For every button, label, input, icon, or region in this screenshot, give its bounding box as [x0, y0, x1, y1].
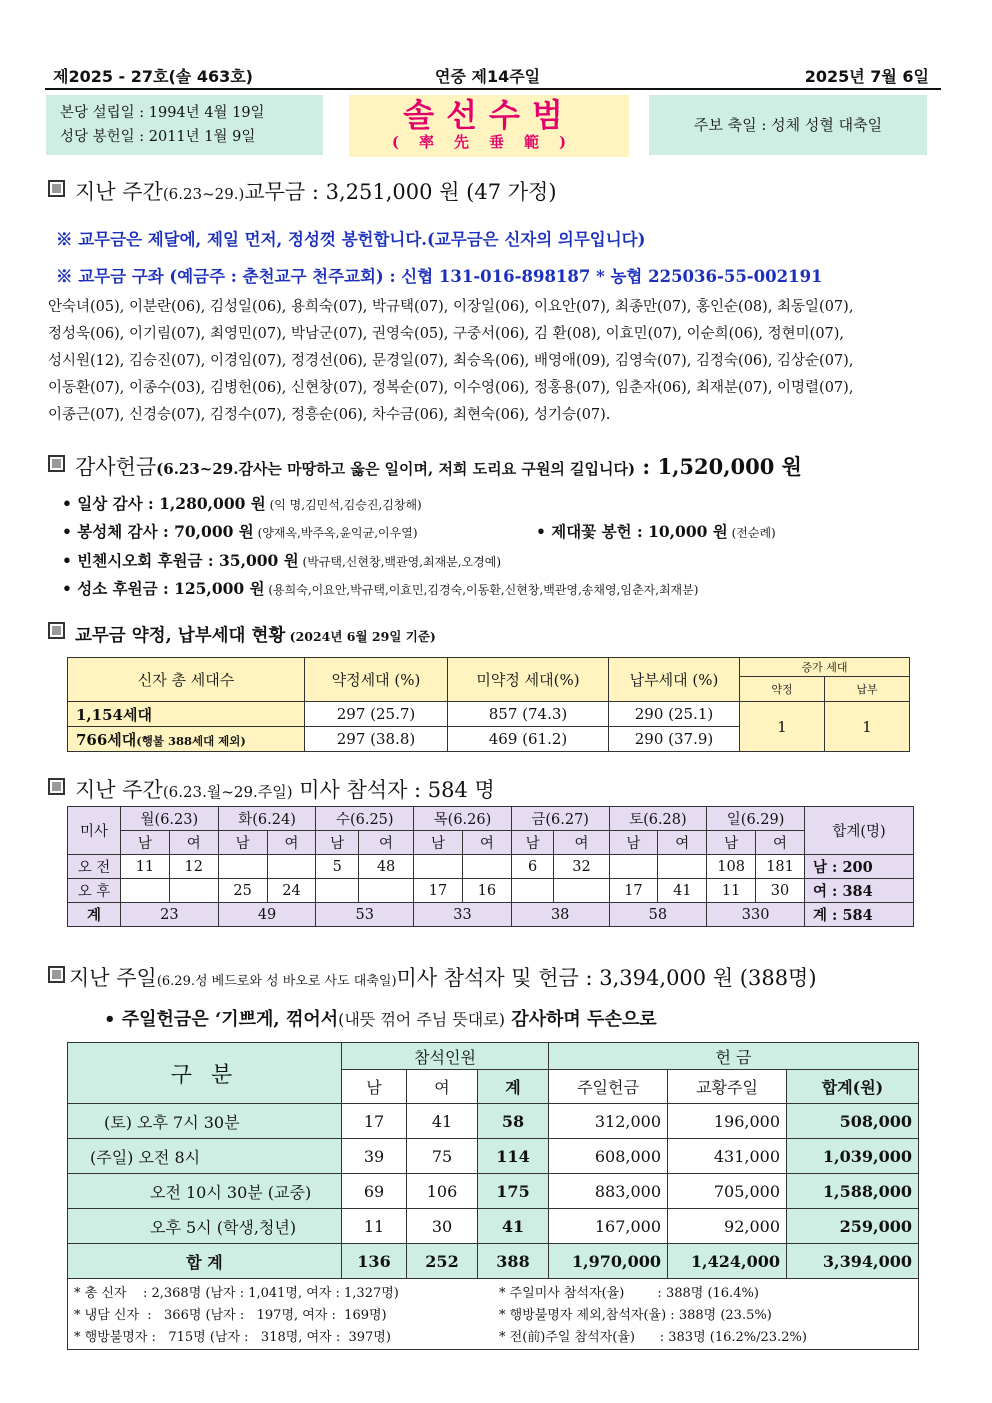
- issue-date: 2025년 7월 6일: [804, 67, 929, 86]
- row-label: 오후 5시 (학생,청년): [68, 1209, 342, 1244]
- thanks-item-flowers: • 제대꽃 봉헌 : 10,000 원 (전순례): [536, 522, 776, 541]
- thanks-item-vocation: • 성소 후원금 : 125,000 원 (용희숙,이요안,박규택,이효민,김경숙,이동환,신현창,백관영,송채영,임춘자,최재분): [62, 579, 699, 598]
- row-active-households: 766세대(행불 388세대 제외): [68, 727, 305, 752]
- day-sum: 58: [609, 903, 707, 927]
- liturgical-week: 연중 제14주일: [435, 67, 541, 86]
- gender-row: [68, 831, 914, 855]
- pope-sunday-offering: 196,000: [668, 1104, 787, 1139]
- attendance-cell: 5: [316, 855, 359, 879]
- female-label: 여: [462, 831, 511, 855]
- attendance-cell: 17: [609, 879, 658, 903]
- sunday-mass-table: [67, 1042, 919, 1350]
- female-count: 106: [407, 1174, 478, 1209]
- thanks-item-daily: • 일상 감사 : 1,280,000 원 (익 명,김민석,김승진,김창해): [62, 494, 422, 513]
- attendance-cell: [609, 855, 658, 879]
- col-not-pledged: 미약정 세대(%): [448, 658, 609, 702]
- attendance-cell: [414, 855, 463, 879]
- sunday-offering: 883,000: [549, 1174, 668, 1209]
- dues-note-1: ※ 교무금은 제달에, 제일 먼저, 정성껏 봉헌합니다.(교무금은 신자의 의무입니다): [56, 230, 646, 249]
- sum-row: [68, 903, 914, 927]
- day-sum: 53: [316, 903, 414, 927]
- dues-heading: 지난 주간(6.23~29.)교무금 : 3,251,000 원 (47 가정): [48, 176, 557, 206]
- male-label: 남: [707, 831, 756, 855]
- parish-info: [46, 95, 323, 155]
- col-increase: 증가 세대: [740, 658, 910, 677]
- attendance-cell: [218, 855, 267, 879]
- male-label: 남: [316, 831, 359, 855]
- row-label: (토) 오후 7시 30분: [68, 1104, 342, 1139]
- col-total-households: 신자 총 세대수: [68, 658, 305, 702]
- attendance-cell: 24: [267, 879, 316, 903]
- increase-paid-value: 1: [824, 702, 909, 752]
- table-row: [68, 1209, 919, 1244]
- col-division: 구 분: [68, 1043, 342, 1104]
- attendance-cell: [121, 879, 170, 903]
- dues-name-list: [48, 294, 948, 429]
- pm-label: 오 후: [68, 879, 121, 903]
- attendance-cell: 108: [707, 855, 756, 879]
- col-male: 남: [342, 1070, 407, 1104]
- pope-sunday-offering: 431,000: [668, 1139, 787, 1174]
- sum-label: 계: [68, 903, 121, 927]
- table-row: [68, 1104, 919, 1139]
- male-count: 17: [342, 1104, 407, 1139]
- col-day: 금(6.27): [511, 807, 609, 831]
- attendance-cell: [554, 879, 609, 903]
- attendance-cell: 32: [554, 855, 609, 879]
- col-increase-paid: 납부: [824, 677, 909, 702]
- am-label: 오 전: [68, 855, 121, 879]
- col-pledged: 약정세대 (%): [305, 658, 448, 702]
- col-day: 토(6.28): [609, 807, 707, 831]
- dedication-date: 성당 봉헌일 : 2011년 1월 9일: [60, 129, 256, 145]
- male-label: 남: [609, 831, 658, 855]
- founding-date: 본당 설립일 : 1994년 4월 19일: [60, 105, 265, 121]
- female-label: 여: [554, 831, 609, 855]
- row-label: (주일) 오전 8시: [68, 1139, 342, 1174]
- mass-heading: 지난 주간(6.23.월~29.주일) 미사 참석자 : 584 명: [48, 774, 495, 804]
- sum-count: 175: [478, 1174, 549, 1209]
- day-sum: 33: [414, 903, 512, 927]
- female-label: 여: [756, 831, 805, 855]
- attendance-cell: 41: [658, 879, 707, 903]
- attendance-cell: 48: [358, 855, 413, 879]
- sunday-offering: 608,000: [549, 1139, 668, 1174]
- increase-pledged-value: 1: [740, 702, 825, 752]
- total-label: 합 계: [68, 1244, 342, 1279]
- pledge-table: [67, 657, 910, 752]
- row-total: 259,000: [787, 1209, 919, 1244]
- square-bullet-icon: [48, 966, 65, 983]
- day-sum: 330: [707, 903, 805, 927]
- female-label: 여: [658, 831, 707, 855]
- square-bullet-icon: [48, 622, 65, 639]
- dues-account-note: ※ 교무금 구좌 (예금주 : 춘천교구 천주교회) : 신협 131-016-898187 * 농협 225036-55-002191: [56, 267, 823, 286]
- total-all: 계 : 584: [805, 903, 914, 927]
- row-total: 508,000: [787, 1104, 919, 1139]
- col-paid: 납부세대 (%): [609, 658, 740, 702]
- female-label: 여: [169, 831, 218, 855]
- col-day: 월(6.23): [121, 807, 219, 831]
- attendance-cell: 17: [414, 879, 463, 903]
- attendance-cell: 11: [707, 879, 756, 903]
- name-line: 정성욱(06), 이기림(07), 최영민(07), 박남군(07), 권영숙(05), 구중서(06), 김 환(08), 이효민(07), 이순희(06), 정현미(07),: [48, 326, 845, 342]
- sunday-statistics: [68, 1279, 919, 1350]
- total-row: [68, 1244, 919, 1279]
- col-pope-sunday: 교황주일: [668, 1070, 787, 1104]
- attendance-cell: [462, 855, 511, 879]
- issue-header: [45, 62, 941, 90]
- issue-number: 제2025 - 27호(솔 463호): [53, 67, 253, 86]
- sunday-offering: 312,000: [549, 1104, 668, 1139]
- total-sunday-offering: 1,970,000: [549, 1244, 668, 1279]
- weekday-mass-table: [67, 806, 914, 927]
- name-line: 안숙녀(05), 이분란(06), 김성일(06), 용희숙(07), 박규택(07), 이장일(06), 이요안(07), 최종만(07), 홍인순(08), 최동일(07),: [48, 299, 854, 315]
- day-sum: 49: [218, 903, 316, 927]
- col-mass: 미사: [68, 807, 121, 855]
- am-row: [68, 855, 914, 879]
- statistics-line: * 총 신자 : 2,368명 (남자 : 1,041명, 여자 : 1,327명) * 주일미사 참석자(율) : 388명 (16.4%): [74, 1286, 759, 1301]
- pm-row: [68, 879, 914, 903]
- male-label: 남: [218, 831, 267, 855]
- title-sub: (率先垂範): [391, 133, 587, 151]
- name-line: 성시원(12), 김승진(07), 이경임(07), 정경선(06), 문경일(07), 최승옥(06), 배영애(09), 김영숙(07), 김정숙(06), 김상순(07),: [48, 353, 854, 369]
- sum-count: 41: [478, 1209, 549, 1244]
- statistics-line: * 냉담 신자 : 366명 (남자 : 197명, 여자 : 169명) * 행방불명자 제외,참석자(율) : 388명 (23.5%): [74, 1308, 772, 1323]
- statistics-lines: [74, 1283, 918, 1349]
- sunday-offering: 167,000: [549, 1209, 668, 1244]
- col-total: 합계(명): [805, 807, 914, 855]
- square-bullet-icon: [48, 180, 65, 197]
- grand-total: 3,394,000: [787, 1244, 919, 1279]
- cell: 857 (74.3): [448, 702, 609, 727]
- sum-count: 58: [478, 1104, 549, 1139]
- attendance-cell: 181: [756, 855, 805, 879]
- female-label: 여: [358, 831, 413, 855]
- female-count: 75: [407, 1139, 478, 1174]
- total-female: 여 : 384: [805, 879, 914, 903]
- thanks-item-vincent: • 빈첸시오회 후원금 : 35,000 원 (박규택,신현창,백관영,최재분,오경예): [62, 551, 502, 570]
- row-total-households: 1,154세대: [68, 702, 305, 727]
- col-day: 수(6.25): [316, 807, 414, 831]
- square-bullet-icon: [48, 455, 65, 472]
- name-line: 이종근(07), 신경승(07), 김정수(07), 정흥순(06), 차수금(06), 최현숙(06), 성기승(07).: [48, 407, 611, 423]
- male-count: 69: [342, 1174, 407, 1209]
- male-label: 남: [511, 831, 554, 855]
- male-count: 11: [342, 1209, 407, 1244]
- attendance-cell: [169, 879, 218, 903]
- col-female: 여: [407, 1070, 478, 1104]
- sunday-heading: 지난 주일(6.29.성 베드로와 성 바오로 사도 대축일)미사 참석자 및 헌금 : 3,394,000 원 (388명): [48, 962, 817, 992]
- attendance-cell: [511, 879, 554, 903]
- table-row: [68, 1139, 919, 1174]
- square-bullet-icon: [48, 778, 65, 795]
- total-pope-sunday: 1,424,000: [668, 1244, 787, 1279]
- attendance-cell: [358, 879, 413, 903]
- cell: 290 (25.1): [609, 702, 740, 727]
- statistics-line: * 행방불명자 : 715명 (남자 : 318명, 여자 : 397명) * 전(前)주일 참석자(율) : 383명 (16.2%/23.2%): [74, 1330, 807, 1345]
- col-increase-pledged: 약정: [740, 677, 825, 702]
- feast-info: 주보 축일 : 성체 성혈 대축일: [649, 95, 927, 155]
- attendance-cell: 25: [218, 879, 267, 903]
- attendance-cell: [267, 855, 316, 879]
- row-total: 1,039,000: [787, 1139, 919, 1174]
- total-sum: 388: [478, 1244, 549, 1279]
- female-label: 여: [267, 831, 316, 855]
- cell: 297 (25.7): [305, 702, 448, 727]
- male-label: 남: [414, 831, 463, 855]
- bulletin-title: [349, 95, 629, 157]
- attendance-cell: 6: [511, 855, 554, 879]
- row-total: 1,588,000: [787, 1174, 919, 1209]
- attendance-cell: 12: [169, 855, 218, 879]
- col-day: 일(6.29): [707, 807, 805, 831]
- female-count: 41: [407, 1104, 478, 1139]
- total-male: 136: [342, 1244, 407, 1279]
- col-total-won: 합계(원): [787, 1070, 919, 1104]
- thanks-item-communion: • 봉성체 감사 : 70,000 원 (양재옥,박주옥,윤익균,이우열): [62, 522, 418, 541]
- col-sum: 계: [478, 1070, 549, 1104]
- attendance-cell: [316, 879, 359, 903]
- male-label: 남: [121, 831, 170, 855]
- cell: 290 (37.9): [609, 727, 740, 752]
- title-main: 솔선수범: [403, 96, 575, 134]
- attendance-cell: 16: [462, 879, 511, 903]
- total-female: 252: [407, 1244, 478, 1279]
- cell: 297 (38.8): [305, 727, 448, 752]
- sum-count: 114: [478, 1139, 549, 1174]
- col-day: 목(6.26): [414, 807, 512, 831]
- pledge-heading: 교무금 약정, 납부세대 현황 (2024년 6월 29일 기준): [48, 622, 436, 647]
- col-attendance: 참석인원: [342, 1043, 549, 1070]
- total-male: 남 : 200: [805, 855, 914, 879]
- col-offering: 헌 금: [549, 1043, 919, 1070]
- attendance-cell: 11: [121, 855, 170, 879]
- pope-sunday-offering: 705,000: [668, 1174, 787, 1209]
- table-row: [68, 1174, 919, 1209]
- cell: 469 (61.2): [448, 727, 609, 752]
- thanks-heading: 감사헌금(6.23~29.감사는 마땅하고 옳은 일이며, 저희 도리요 구원의 길입니다) : 1,520,000 원: [48, 451, 802, 481]
- col-sunday-offering: 주일헌금: [549, 1070, 668, 1104]
- male-count: 39: [342, 1139, 407, 1174]
- sunday-offering-motto: • 주일헌금은 ‘기쁘게, 꺾어서(내뜻 꺾어 주님 뜻대로) 감사하며 두손으로: [104, 1009, 657, 1030]
- female-count: 30: [407, 1209, 478, 1244]
- day-sum: 23: [121, 903, 219, 927]
- attendance-cell: 30: [756, 879, 805, 903]
- pope-sunday-offering: 92,000: [668, 1209, 787, 1244]
- row-label: 오전 10시 30분 (교중): [68, 1174, 342, 1209]
- attendance-cell: [658, 855, 707, 879]
- day-sum: 38: [511, 903, 609, 927]
- col-day: 화(6.24): [218, 807, 316, 831]
- name-line: 이동환(07), 이종수(03), 김병헌(06), 신현창(07), 정복순(07), 이수영(06), 정홍용(07), 임춘자(06), 최재분(07), 이명렬(07),: [48, 380, 854, 396]
